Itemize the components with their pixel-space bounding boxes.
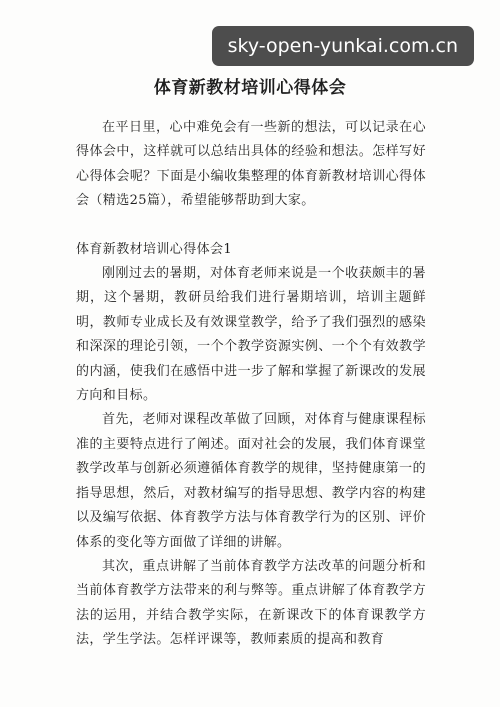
watermark-badge: sky-open-yunkai.com.cn	[212, 26, 474, 66]
body-paragraph-1: 刚刚过去的暑期，对体育老师来说是一个收获颇丰的暑期，这个暑期，教研员给我们进行暑期培训，培训主题鲜明，教师专业成长及有效课堂教学，给予了我们强烈的感染和深深的理论引领，一个个教学资源实例、一个个有效教学的内涵，使我们在感悟中进一步了解和掌握了新课改的发展方向和目标。	[76, 266, 426, 404]
document-body	[76, 116, 426, 653]
intro-paragraph: 在平日里，心中难免会有一些新的想法，可以记录在心得体会中，这样就可以总结出具体的经验和想法。怎样写好心得体会呢？下面是小编收集整理的体育新教材培训心得体会（精选25篇），希望能够帮助到大家。	[76, 120, 426, 209]
section-heading: 体育新教材培训心得体会1	[76, 241, 233, 257]
body-paragraph-2: 首先，老师对课程改革做了回顾，对体育与健康课程标准的主要特点进行了阐述。面对社会的发展，我们体育课堂教学改革与创新必须遵循体育教学的规律，坚持健康第一的指导思想，然后，对教材编写的指导思想、教学内容的构建以及编写依据、体育教学方法与体育教学行为的区别、评价体系的变化等方面做了详细的讲解。	[76, 412, 426, 550]
document-title: 体育新教材培训心得体会	[153, 78, 347, 99]
body-paragraph-3: 其次，重点讲解了当前体育教学方法改革的问题分析和当前体育教学方法带来的利与弊等。重点讲解了体育教学方法的运用，并结合教学实际，在新课改下的体育课教学方法，学生学法。怎样评课等，教师素质的提高和教育	[76, 558, 426, 648]
